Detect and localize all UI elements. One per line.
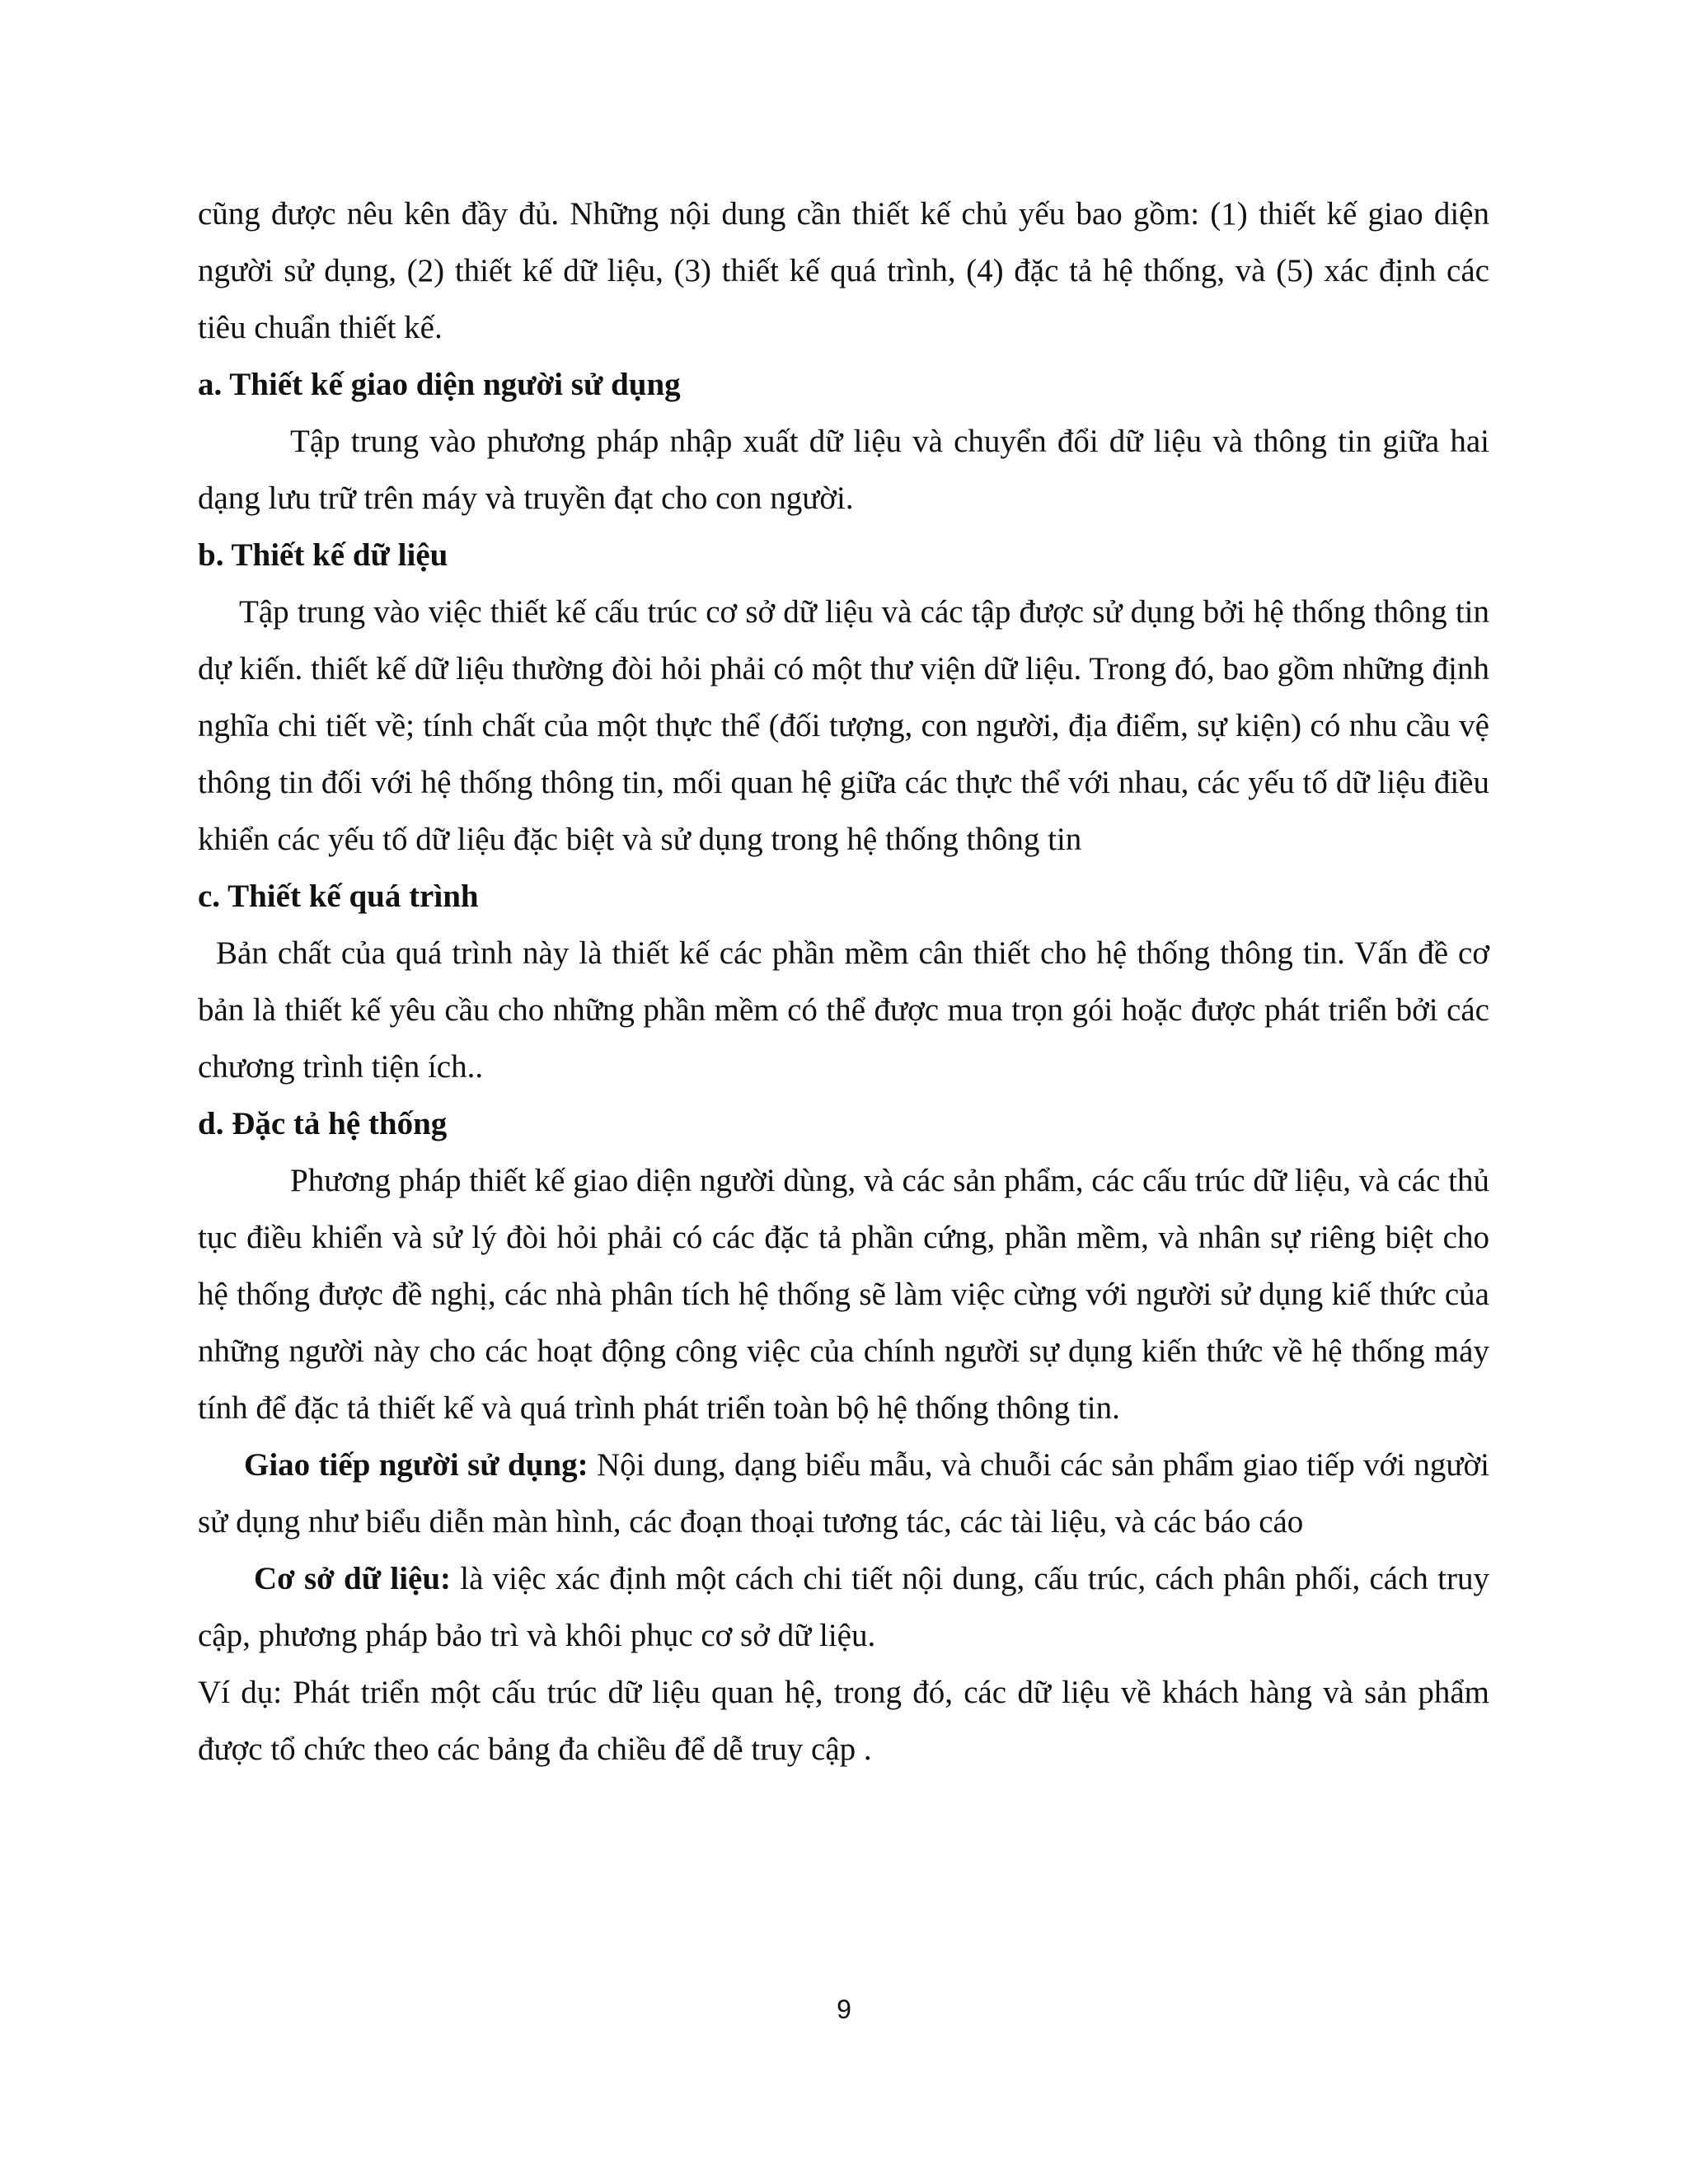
user-interface-paragraph bbox=[198, 1436, 1489, 1550]
section-heading-a: a. Thiết kế giao diện người sử dụng bbox=[198, 367, 681, 402]
example-paragraph: Ví dụ: Phát triển một cấu trúc dữ liệu quan hệ, trong đó, các dữ liệu về khách hàng và sản phẩm được tổ chức theo các bảng đa chiều để dễ truy cập . bbox=[198, 1675, 1489, 1767]
user-interface-text: Nội dung, dạng biểu mẫu, và chuỗi các sản phẩm giao tiếp với người sử dụng như biểu diễn màn hình, các đoạn thoại tương tác, các tài liệu, và các báo cáo bbox=[198, 1447, 1489, 1540]
database-lead: Cơ sở dữ liệu: bbox=[254, 1561, 452, 1596]
section-d-paragraph: Phương pháp thiết kế giao diện người dùng, và các sản phẩm, các cấu trúc dữ liệu, và các thủ tục điều khiển và sử lý đòi hỏi phải có các đặc tả phần cứng, phần mềm, và nhân sự riêng biệt cho hệ thống được đề nghị, các nhà phân tích hệ thống sẽ làm việc cừng với người sử dụng kiế thức của những người này cho các hoạt động công việc của chính người sự dụng kiến thức về hệ thống máy tính để đặc tả thiết kế và quá trình phát triển toàn bộ hệ thống thông tin. bbox=[198, 1163, 1489, 1426]
database-paragraph bbox=[198, 1550, 1489, 1664]
database-text: là việc xác định một cách chi tiết nội dung, cấu trúc, cách phân phối, cách truy cập, phương pháp bảo trì và khôi phục cơ sở dữ liệu. bbox=[198, 1561, 1489, 1653]
page-number: 9 bbox=[837, 1994, 851, 2024]
section-heading-c: c. Thiết kế quá trình bbox=[198, 879, 479, 914]
section-c-paragraph: Bản chất của quá trình này là thiết kế các phần mềm cân thiết cho hệ thống thông tin. Vấn đề cơ bản là thiết kế yêu cầu cho những phần mềm có thể được mua trọn gói hoặc được phát triển bởi các chương trình tiện ích.. bbox=[198, 935, 1489, 1085]
user-interface-lead: Giao tiếp người sử dụng: bbox=[244, 1447, 588, 1483]
page-body bbox=[198, 185, 1489, 1778]
section-a-paragraph: Tập trung vào phương pháp nhập xuất dữ liệu và chuyển đổi dữ liệu và thông tin giữa hai dạng lưu trữ trên máy và truyền đạt cho con người. bbox=[198, 424, 1489, 516]
section-b-paragraph: Tập trung vào việc thiết kế cấu trúc cơ sở dữ liệu và các tập được sử dụng bởi hệ thống thông tin dự kiến. thiết kế dữ liệu thường đòi hỏi phải có một thư viện dữ liệu. Trong đó, bao gồm những định nghĩa chi tiết về; tính chất của một thực thể (đối tượng, con người, địa điểm, sự kiện) có nhu cầu vệ thông tin đối với hệ thống thông tin, mối quan hệ giữa các thực thể với nhau, các yếu tố dữ liệu điều khiển các yếu tố dữ liệu đặc biệt và sử dụng trong hệ thống thông tin bbox=[198, 594, 1489, 857]
intro-paragraph: cũng được nêu kên đầy đủ. Những nội dung cần thiết kế chủ yếu bao gồm: (1) thiết kế giao diện người sử dụng, (2) thiết kế dữ liệu, (3) thiết kế quá trình, (4) đặc tả hệ thống, và (5) xác định các tiêu chuẩn thiết kế. bbox=[198, 196, 1489, 345]
section-heading-d: d. Đặc tả hệ thống bbox=[198, 1106, 448, 1141]
section-heading-b: b. Thiết kế dữ liệu bbox=[198, 537, 448, 573]
